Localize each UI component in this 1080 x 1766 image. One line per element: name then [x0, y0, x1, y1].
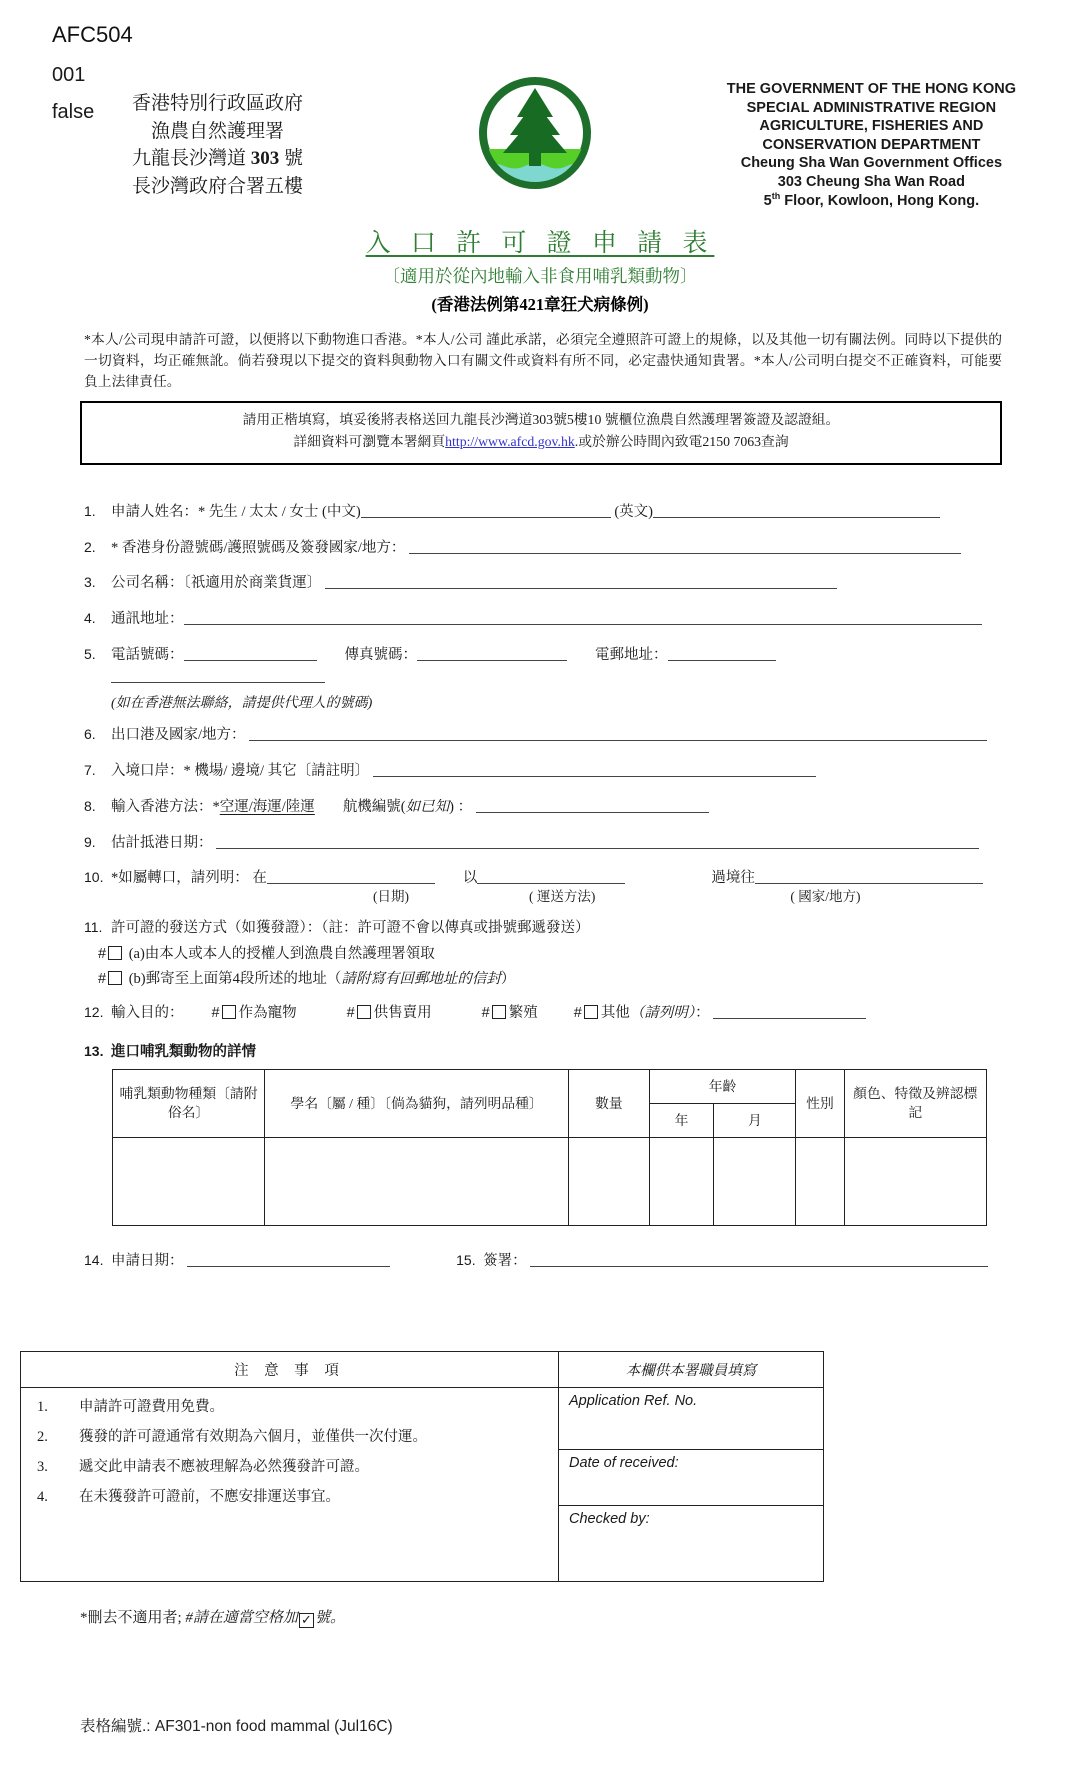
animal-table-row [113, 1138, 987, 1226]
sciname-cell[interactable] [265, 1138, 569, 1226]
fields-14-15 [84, 1250, 990, 1273]
application-ref-cell[interactable]: Application Ref. No. [559, 1388, 824, 1450]
sex-cell[interactable] [796, 1138, 844, 1226]
field-10-sublabels: (日期) ( 運送方法) ( 國家/地方) [373, 889, 861, 905]
applicant-name-chinese-input[interactable] [361, 503, 611, 518]
transit-destination-input[interactable] [755, 869, 983, 884]
note-item: 獲發的許可證通常有效期為六個月，並僅供一次付運。 [79, 1429, 427, 1446]
col-qty-header: 數量 [569, 1070, 649, 1138]
field-1-applicant-name: 1. 申請人姓名：* 先生 / 太太 / 女士 (中文) (英文) [84, 501, 990, 524]
entry-point-input[interactable] [373, 762, 816, 777]
animal-details-table [112, 1069, 987, 1226]
export-port-input[interactable] [249, 726, 987, 741]
field-3-company-name: 3. 公司名稱：〔祇適用於商業貨運〕 [84, 572, 990, 595]
col-sex-header: 性別 [796, 1070, 844, 1138]
form-title-block [0, 223, 1080, 315]
age-month-cell[interactable] [714, 1138, 796, 1226]
field-9-arrival-date: 9. 估計抵港日期： [84, 832, 990, 855]
letterhead [0, 22, 1080, 211]
top-left-meta [52, 22, 133, 124]
form-fields [84, 501, 990, 1273]
cn-gov-line: 香港特別行政區政府 [132, 93, 304, 114]
field-8-import-method: 8. 輸入香港方法：*空運/海運/陸運 航機編號(如已知) ： [84, 796, 990, 819]
field-7-entry-point: 7. 入境口岸：* 機場/ 邊境/ 其它〔請註明〕 [84, 760, 990, 783]
instruction-box [80, 401, 1002, 465]
field-5-contacts: 5. 電話號碼： 傳真號碼： 電郵地址： [84, 644, 990, 689]
chinese-address-block [132, 90, 303, 200]
col-sciname-header: 學名〔屬 / 種〕〔倘為貓狗，請列明品種〕 [265, 1070, 569, 1138]
notes-header: 注 意 事 項 [21, 1352, 559, 1388]
note-item: 遞交此申請表不應被理解為必然獲發許可證。 [79, 1459, 369, 1476]
qty-cell[interactable] [569, 1138, 649, 1226]
applicant-name-english-input[interactable] [653, 503, 940, 518]
date-received-cell[interactable]: Date of received: [559, 1450, 824, 1506]
declaration-paragraph: *本人/公司現申請許可證，以便將以下動物進口香港。*本人/公司 謹此承諾，必須完全遵照許可證上的規條，以及其他一切有關法例。同時以下提供的一切資料，均正確無訛。倘若發現以下提交的資料與動物入口有關文件或資料有所不同，必定盡快通知貴署。*本人/公司明白提交不正確資料，可能要負上法律責任。 [84, 331, 1002, 390]
purpose-sale-checkbox[interactable] [357, 1005, 371, 1019]
checked-checkbox-icon: ✓ [299, 1613, 314, 1628]
pickup-checkbox[interactable] [108, 946, 122, 960]
ordinance-line: (香港法例第421章狂犬病條例) [431, 294, 649, 314]
form-number-footer: 表格編號.: AF301-non food mammal (Jul16C) [80, 1718, 393, 1736]
page-number: 001 [52, 64, 86, 86]
notes-table [20, 1351, 824, 1582]
phone-number-input[interactable] [184, 646, 317, 661]
form-code: AFC504 [52, 22, 133, 47]
field-12-purpose: 12. 輸入目的： # 作為寵物 # 供售賣用 # 繁殖 # 其他（請列明）： [84, 1002, 990, 1025]
mailing-address-input[interactable] [184, 610, 982, 625]
tree-logo-icon [477, 75, 593, 191]
page-subtitle: 〔適用於從內地輸入非食用哺乳類動物〕 [382, 265, 698, 286]
field-10-transit: 10. *如屬轉口，請列明： 在 以 過境往 [84, 867, 990, 890]
field-13-animal-details: 13. 進口哺乳類動物的詳情 [84, 1042, 256, 1060]
note-item: 在未獲發許可證前，不應安排運送事宜。 [79, 1489, 340, 1506]
en-floor-line: 5th Floor, Kowloon, Hong Kong. [763, 191, 980, 210]
field-15-signature: 15. 簽署： [456, 1250, 988, 1273]
cn-address-line: 九龍長沙灣道 303 號 [132, 148, 304, 170]
id-number-input[interactable] [409, 539, 961, 554]
email-input-1[interactable] [668, 646, 776, 661]
field-4-mailing-address: 4. 通訊地址： [84, 608, 990, 631]
field-11-delivery-method: 11. 許可證的發送方式（如獲發證）：（註：許可證不會以傳真或掛號郵遞發送） [84, 919, 590, 937]
transit-date-input[interactable] [267, 869, 435, 884]
purpose-pet-checkbox[interactable] [222, 1005, 236, 1019]
field-5-note: (如在香港無法聯絡，請提供代理人的號碼) [111, 696, 373, 712]
cn-address-line2: 長沙灣政府合署五樓 [132, 175, 304, 197]
transit-method-input[interactable] [477, 869, 625, 884]
email-input-2[interactable] [111, 668, 325, 683]
fax-number-input[interactable] [417, 646, 567, 661]
age-year-cell[interactable] [649, 1138, 714, 1226]
purpose-other-checkbox[interactable] [584, 1005, 598, 1019]
company-name-input[interactable] [325, 574, 837, 589]
field-11-option-b: # (b)郵寄至上面第4段所述的地址（請附寫有回郵地址的信封） [98, 970, 516, 987]
col-age-header: 年齡 [649, 1070, 796, 1104]
col-age-year-header: 年 [649, 1104, 714, 1138]
afcd-website-link[interactable]: http://www.afcd.gov.hk [445, 433, 575, 449]
col-species-header: 哺乳類動物種類〔請附俗名〕 [113, 1070, 265, 1138]
field-2-id-number: 2. * 香港身份證號碼/護照號碼及簽發國家/地方： [84, 537, 990, 560]
afcd-logo [477, 75, 593, 196]
col-age-month-header: 月 [714, 1104, 796, 1138]
field-11-option-a: # (a)由本人或本人的授權人到漁農自然護理署領取 [98, 945, 435, 962]
note-item: 申請許可證費用免費。 [79, 1399, 224, 1416]
field-14-application-date: 14. 申請日期： [84, 1250, 390, 1273]
checked-by-cell[interactable]: Checked by: [559, 1506, 824, 1582]
field-6-export-port: 6. 出口港及國家/地方： [84, 724, 990, 747]
instruction-line1: 請用正楷填寫，填妥後將表格送回九龍長沙灣道303號5樓10 號櫃位漁農自然護理署簽證及認證組。 [242, 411, 840, 427]
purpose-breeding-checkbox[interactable] [492, 1005, 506, 1019]
flight-number-input[interactable] [476, 798, 709, 813]
arrival-date-input[interactable] [216, 834, 979, 849]
mail-checkbox[interactable] [108, 971, 122, 985]
flag-text: false [52, 101, 95, 123]
page-title: 入 口 許 可 證 申 請 表 [365, 229, 715, 257]
signature-input[interactable] [530, 1252, 988, 1267]
purpose-other-input[interactable] [713, 1004, 866, 1019]
footnote: *刪去不適用者; #請在適當空格加 ✓ 號。 [80, 1610, 345, 1629]
col-marks-header: 顏色、特徵及辨認標記 [844, 1070, 987, 1138]
english-address-block: THE GOVERNMENT OF THE HONG KONG SPECIAL ADMINISTRATIVE REGION AGRICULTURE, FISHERIES AND CONSERVATION DEPARTMENT Cheung Sha Wan Government Offices 303 Cheung Sha Wan Road 5th Floor, Kowloon, Hong Kong. [726, 81, 1016, 210]
cn-dept-line: 漁農自然護理署 [151, 120, 285, 142]
official-use-header: 本欄供本署職員填寫 [559, 1352, 824, 1388]
species-cell[interactable] [113, 1138, 265, 1226]
notes-list-cell: 1. 申請許可證費用免費。 2. 獲發的許可證通常有效期為六個月，並僅供一次付運。 3. 遞交此申請表不應被理解為必然獲發許可證。 4. 在未獲發許可證前，不應安排運送事宜。 [21, 1388, 559, 1582]
marks-cell[interactable] [844, 1138, 987, 1226]
instruction-line2: 詳細資料可瀏覽本署網頁http://www.afcd.gov.hk.或於辦公時間內致電2150 7063查詢 [293, 433, 789, 449]
application-date-input[interactable] [187, 1252, 390, 1267]
